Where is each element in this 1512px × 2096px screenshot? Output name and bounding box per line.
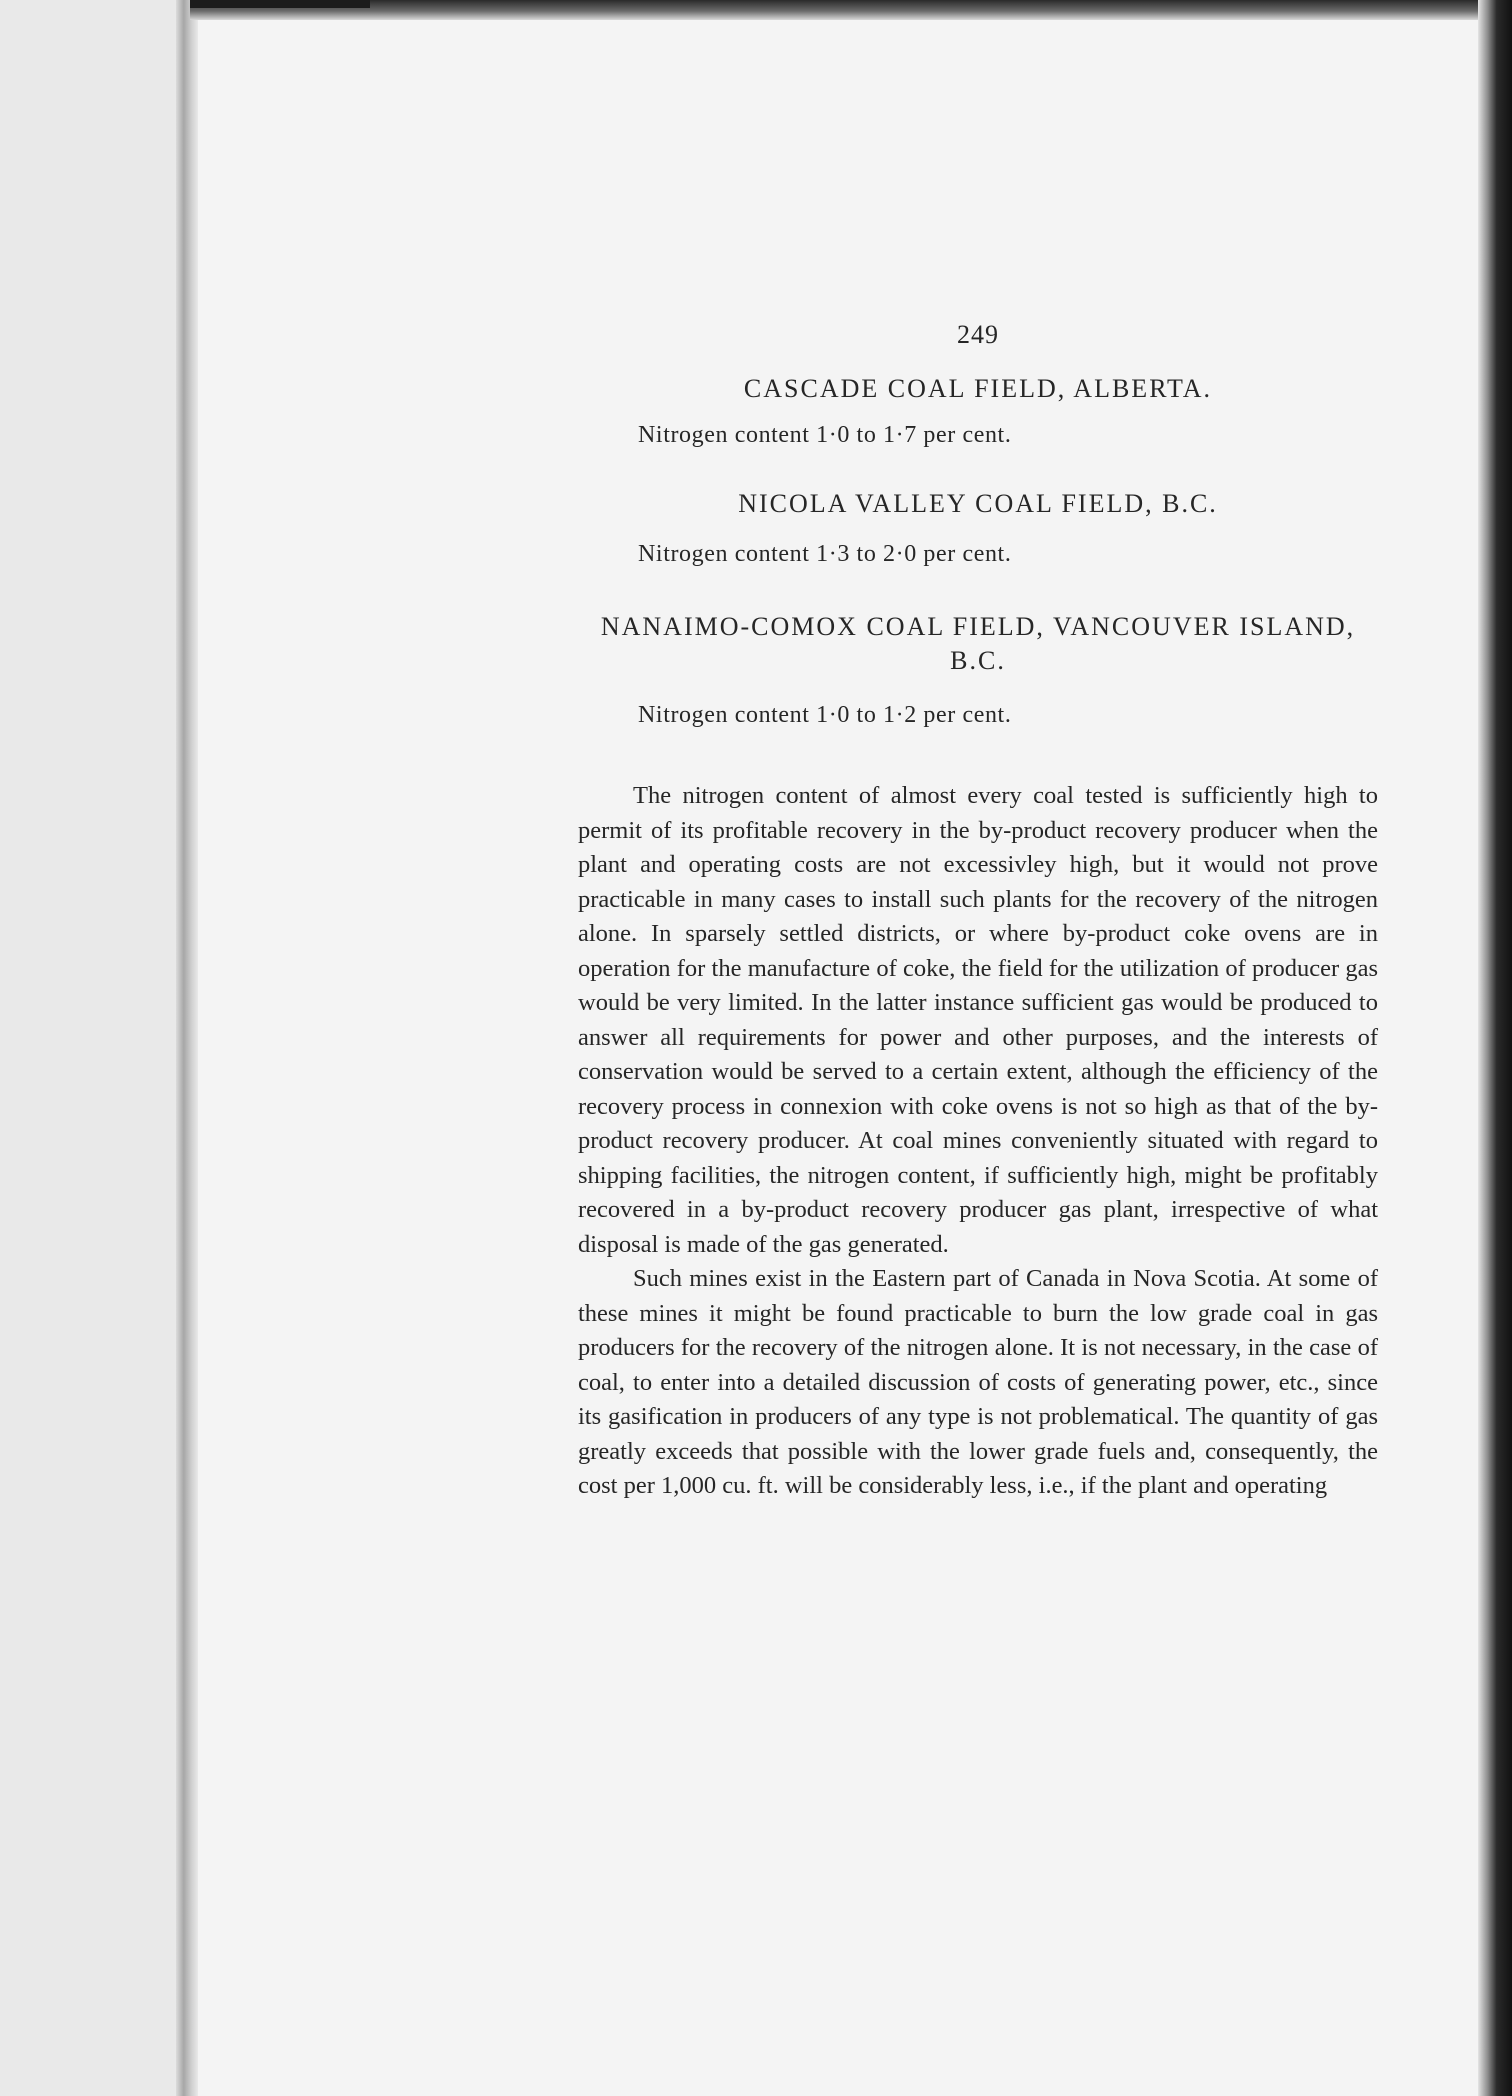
right-page-edge (1478, 0, 1512, 2096)
top-edge-shadow (190, 0, 370, 8)
section-heading-nanaimo: NANAIMO-COMOX COAL FIELD, VANCOUVER ISLAND, B.C. (600, 612, 1356, 675)
page (198, 20, 1478, 2096)
page-content (578, 320, 1378, 1504)
paragraph: The nitrogen content of almost every coal tested is sufficiently high to permit of its profitable recovery in the by-product recovery producer when the plant and operating costs are not excessivley high, but it would not prove practicable in many cases to install such plants for the recovery of the nitrogen alone. In sparsely settled districts, or where by-product coke ovens are in operation for the manufacture of coke, the field for the utilization of producer gas would be very limited. In the latter instance sufficient gas would be produced to answer all requirements for power and other purposes, and the interests of conservation would be served to a certain extent, although the efficiency of the recovery process in connexion with coke ovens is not so high as that of the by-product recovery producer. At coal mines conveniently situated with regard to shipping facilities, the nitrogen content, if sufficiently high, might be profitably recovered in a by-product recovery producer gas plant, irrespective of what disposal is made of the gas generated. (578, 782, 1378, 1258)
book-spine (176, 0, 198, 2096)
body-text (578, 779, 1378, 1504)
left-page-edge (0, 0, 176, 2096)
paragraph: Such mines exist in the Eastern part of Canada in Nova Scotia. At some of these mines it might be found practicable to burn the low grade coal in gas producers for the recovery of the nitrogen alone. It is not necessary, in the case of coal, to enter into a detailed discussion of costs of generating power, etc., since its gasification in producers of any type is not problematical. The quantity of gas greatly exceeds that possible with the lower grade fuels and, consequently, the cost per 1,000 cu. ft. will be considerably less, i.e., if the plant and operating (578, 1265, 1378, 1499)
section-heading-nicola: NICOLA VALLEY COAL FIELD, B.C. (738, 489, 1218, 518)
nitrogen-note-cascade: Nitrogen content 1·0 to 1·7 per cent. (638, 422, 1012, 448)
section-heading-cascade: CASCADE COAL FIELD, ALBERTA. (743, 374, 1213, 403)
page-number: 249 (957, 320, 999, 349)
nitrogen-note-nicola: Nitrogen content 1·3 to 2·0 per cent. (638, 541, 1012, 567)
top-page-edge (190, 0, 1512, 20)
nitrogen-note-nanaimo: Nitrogen content 1·0 to 1·2 per cent. (638, 702, 1012, 728)
